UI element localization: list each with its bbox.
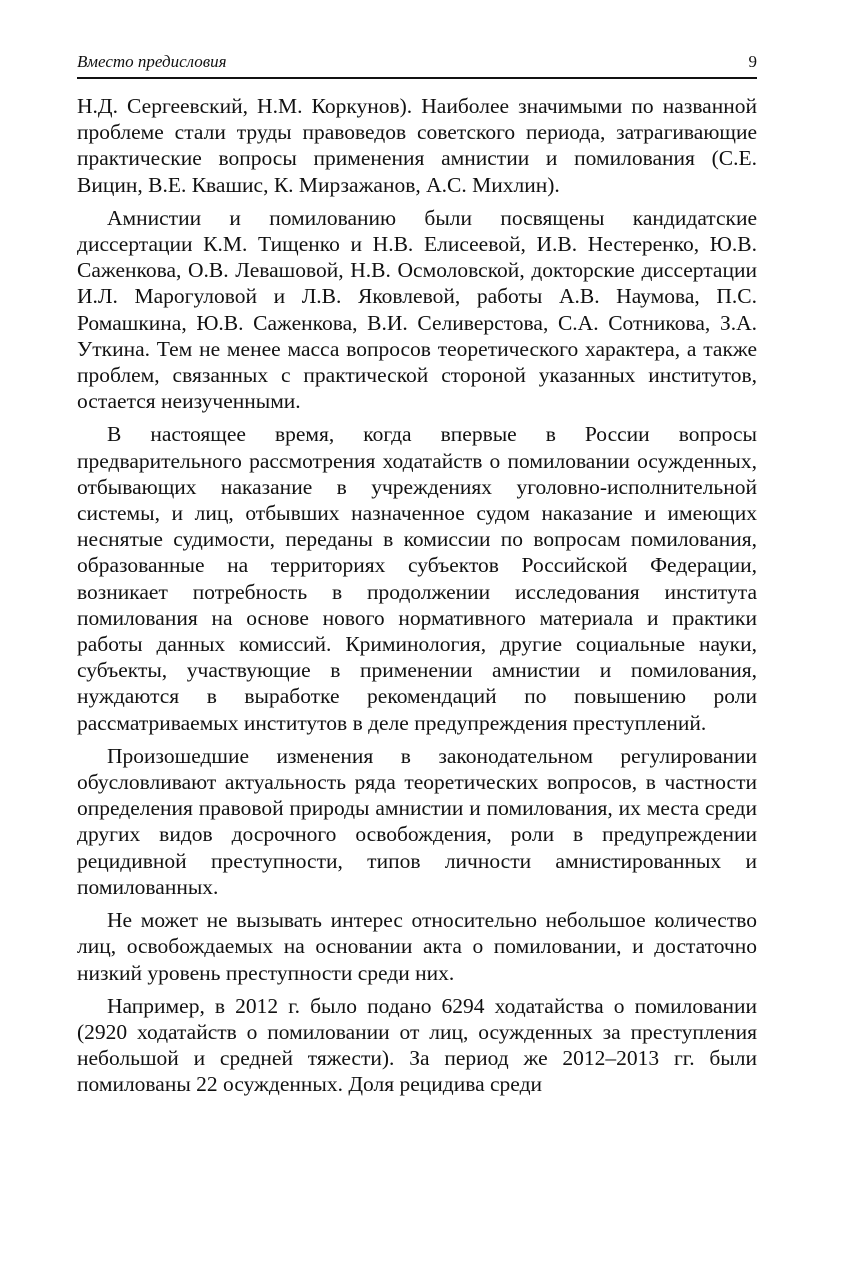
paragraph: Произошедшие изменения в законодательном регулировании обусловливают актуальность ряда теоретических вопросов, в частности определения правовой природы амнистии и помилования, их места среди других видов досрочного освобождения, роли в предупреждении рецидивной преступности, типов личности амнистированных и помилованных. [77, 743, 757, 899]
paragraph: Не может не вызывать интерес относительно небольшое количество лиц, освобождаемых на основании акта о помиловании, и достаточно низкий уровень преступности среди них. [77, 908, 757, 985]
paragraph-continuation: Н.Д. Сергеевский, Н.М. Коркунов). Наиболее значимыми по названной проблеме стали труды правоведов советского периода, затрагивающие практические вопросы применения амнистии и помилования (С.Е. Вицин, В.Е. Квашис, К. Мирзажанов, А.С. Михлин). [77, 94, 757, 197]
paragraph: В настоящее время, когда впервые в России вопросы предварительного рассмотрения ходатайств о помиловании осужденных, отбывающих наказание в учреждениях уголовно-исполнительной системы, и лиц, отбывших назначенное судом наказание и имеющих неснятые судимости, переданы в комиссии по вопросам помилования, образованные на территориях субъектов Российской Федерации, возникает потребность в продолжении исследования института помилования на основе нового нормативного материала и практики работы данных комиссий. Криминология, другие социальные науки, субъекты, участвующие в применении амнистии и помилования, нуждаются в выработке рекомендаций по повышению роли рассматриваемых институтов в деле предупреждения преступлений. [77, 422, 757, 735]
running-header [77, 50, 757, 79]
book-page [77, 50, 757, 1105]
paragraph: Например, в 2012 г. было подано 6294 ходатайства о помиловании (2920 ходатайств о помиловании от лиц, осужденных за преступления небольшой и средней тяжести). За период же 2012–2013 гг. были помилованы 22 осужденных. Доля рецидива среди [77, 993, 757, 1097]
page-number: 9 [748, 52, 757, 71]
section-title: Вместо предисловия [77, 52, 227, 71]
body-text [77, 93, 757, 1098]
paragraph: Амнистии и помилованию были посвящены кандидатские диссертации К.М. Тищенко и Н.В. Елисеевой, И.В. Нестеренко, Ю.В. Саженкова, О.В. Левашовой, Н.В. Осмоловской, докторские диссертации И.Л. Марогуловой и Л.В. Яковлевой, работы А.В. Наумова, П.С. Ромашкина, Ю.В. Саженкова, В.И. Селиверстова, С.А. Сотникова, З.А. Уткина. Тем не менее масса вопросов теоретического характера, а также проблем, связанных с практической стороной указанных институтов, остается неизученными. [77, 205, 757, 414]
